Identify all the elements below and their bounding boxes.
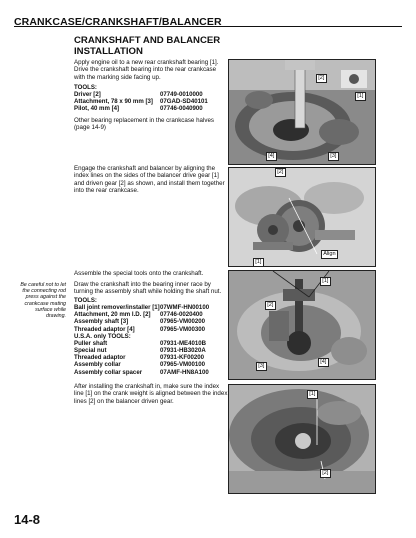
step1-note-line: (page 14-9) — [74, 124, 106, 132]
tool-number: 07965-VM00300 — [160, 325, 206, 333]
fig1-callout: [1] — [355, 92, 366, 101]
tool-name: Special nut — [74, 347, 107, 355]
fig2-callout: [2] — [275, 168, 286, 177]
side-note-line: drawing. — [45, 313, 66, 320]
fig3-callout: [3] — [256, 362, 267, 371]
side-note-line: surface while — [35, 306, 66, 313]
step5-line: lines [2] on the balancer driven gear. — [74, 397, 174, 405]
step1-line: Drive the crankshaft bearing into the rear crankcase — [74, 66, 217, 74]
fig1-callout: [4] — [266, 152, 277, 161]
tool-number: 07931-ME4010B — [160, 339, 207, 347]
step3-text: Assemble the special tools onto the crankshaft. — [74, 270, 204, 277]
side-note-line: Be careful not to let — [20, 282, 66, 288]
tool-name: Assembly shaft [3] — [74, 318, 129, 326]
tool-name: Puller shaft — [74, 339, 108, 347]
page-header-title: CRANKCASE/CRANKSHAFT/BALANCER — [14, 16, 222, 28]
tool-name: Threaded adaptor — [74, 354, 126, 362]
tool-name: Ball joint remover/installer [1] — [74, 304, 160, 312]
tool-name: Attachment, 78 x 90 mm [3] — [74, 98, 153, 106]
tool-number: 07931-KF00200 — [160, 354, 205, 362]
tool-row — [74, 311, 209, 318]
tool-name: Pilot, 40 mm [4] — [74, 105, 120, 113]
side-note-line: crankcase mating — [24, 300, 66, 307]
tools-label: TOOLS: — [74, 297, 97, 304]
step2-line: index lines on the sides of the balancer drive gear [1] — [74, 172, 219, 180]
page-header — [14, 12, 402, 27]
fig2-callout: Align — [321, 250, 338, 259]
tool-row — [74, 105, 208, 112]
step1-tools — [74, 84, 208, 113]
tool-number: 07965-VM00200 — [160, 318, 206, 326]
tool-number: 07AMF-HN8A100 — [160, 368, 209, 376]
step5-line: line [1] on the crank weight is aligned between the index — [74, 390, 228, 398]
figure-special-tools — [228, 270, 376, 380]
fig3-callout: [1] — [320, 277, 331, 286]
step1-note-line: Other bearing replacement in the crankcase halves — [74, 117, 214, 124]
tool-name: Assembly collar spacer — [74, 368, 143, 376]
tool-row — [74, 98, 208, 105]
tool-row — [74, 304, 209, 311]
tool-row — [74, 354, 209, 361]
step1-line: with the marking side facing up. — [74, 73, 161, 81]
section-title-line2: INSTALLATION — [74, 45, 143, 57]
tool-number: 07931-HB3020A — [160, 347, 206, 355]
step1-note — [74, 117, 214, 132]
tool-number: 07965-VM00100 — [160, 361, 206, 369]
tool-row — [74, 361, 209, 368]
tool-row — [74, 347, 209, 354]
step2-text — [74, 165, 225, 194]
side-note-line: the connecting rod — [22, 288, 66, 295]
section-title — [74, 36, 224, 57]
tool-name: Driver [2] — [74, 91, 101, 99]
fig4-callout: [2] — [320, 469, 331, 478]
step1-line: Apply engine oil to a new rear crankshaft bearing [1]. — [74, 59, 219, 66]
fig1-callout: [2] — [316, 74, 327, 83]
step5-text — [74, 383, 227, 405]
us-tools-label: U.S.A. only TOOLS: — [74, 332, 131, 340]
tool-row — [74, 369, 209, 376]
section-title-line1: CRANKSHAFT AND BALANCER — [74, 35, 221, 46]
figure-crankshaft-balancer — [228, 167, 376, 267]
figure-bearing-install — [228, 59, 376, 165]
step4-line: turning the assembly shaft while holding the shaft nut. — [74, 288, 222, 296]
fig4-callout: [1] — [307, 390, 318, 399]
figure-index-alignment-image — [229, 385, 375, 493]
tool-row — [74, 91, 208, 98]
tool-number: 07WMF-HN00100 — [160, 304, 210, 312]
step5-line: After installing the crankshaft in, make sure the index — [74, 383, 220, 390]
step2-line: into the rear crankcase. — [74, 186, 139, 194]
tool-number: 07746-0020400 — [160, 311, 203, 319]
figure-crankshaft-balancer-image — [229, 168, 375, 266]
side-note-line: press against the — [25, 294, 66, 301]
tool-number: 07749-0010000 — [160, 91, 203, 99]
tool-name: Assembly collar — [74, 361, 121, 369]
fig3-callout: [4] — [318, 358, 329, 367]
figure-bearing-install-image — [229, 60, 375, 164]
tool-number: 07746-0040900 — [160, 105, 203, 113]
step4-line: Draw the crankshaft into the bearing inner race by — [74, 281, 211, 288]
figure-special-tools-image — [229, 271, 375, 379]
tool-row — [74, 340, 209, 347]
tools-label: TOOLS: — [74, 84, 97, 91]
step2-line: Engage the crankshaft and balancer by aligning the — [74, 165, 216, 172]
tool-row — [74, 326, 209, 333]
fig2-callout: [1] — [253, 258, 264, 267]
page-number: 14-8 — [14, 512, 41, 527]
caution-side-note — [4, 282, 66, 319]
tool-row — [74, 318, 209, 325]
fig1-callout: [3] — [328, 152, 339, 161]
figure-index-alignment — [228, 384, 376, 494]
step1-text — [74, 59, 218, 81]
tool-name: Threaded adaptor [4] — [74, 325, 135, 333]
step4-tools — [74, 297, 209, 376]
tool-name: Attachment, 20 mm I.D. [2] — [74, 311, 151, 319]
step2-line: and driven gear [2] as shown, and install them together — [74, 179, 225, 187]
fig3-callout: [2] — [265, 301, 276, 310]
step4-text — [74, 281, 221, 296]
tool-number: 07GAD-SD40101 — [160, 98, 208, 106]
